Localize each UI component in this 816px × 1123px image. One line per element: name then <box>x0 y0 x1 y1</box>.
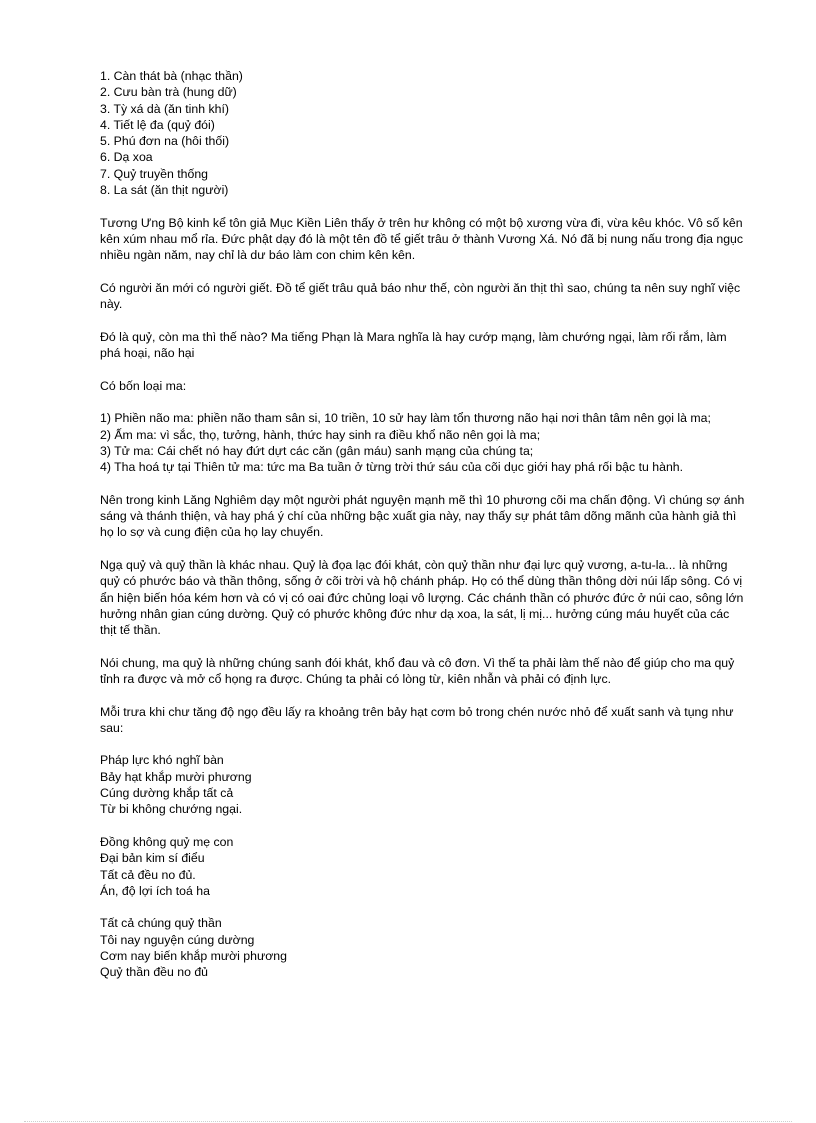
list-item: 1) Phiền não ma: phiền não tham sân si, 10 triền, 10 sử hay làm tổn thương não hại nơi thân tâm nên gọi là ma; <box>100 411 711 426</box>
four-ma-list <box>100 410 748 475</box>
paragraph-moi-trua: Mỗi trưa khi chư tăng độ ngọ đều lấy ra khoảng trên bảy hạt cơm bỏ trong chén nước nhỏ để xuất sanh và tụng như sau: <box>100 704 734 735</box>
paragraph-co-nguoi-an: Có người ăn mới có người giết. Đồ tể giết trâu quả báo như thế, còn người ăn thịt thì sao, chúng ta nên suy nghĩ việc này. <box>100 280 741 312</box>
paragraph-noi-chung: Nói chung, ma quỷ là những chúng sanh đói khát, khổ đau và cô đơn. Vì thế ta phải làm thế nào để giúp cho ma quỷ tỉnh ra được và mở cổ họng ra được. Chúng ta phải có lòng từ, kiên nhẫn và phải có định lực. <box>100 655 735 686</box>
paragraph-lang-nghiem: Nên trong kinh Lăng Nghiêm dạy một người phát nguyện mạnh mẽ thì 10 phương cõi ma chấn động. Vì chúng sợ ánh sáng và thánh thiện, và hay phá ý chí của những bậc xuất gia này, nay thấy sự phát tâm dõng mãnh của hành giả thì họ lo sợ và cung điện của họ lay chuyển. <box>100 492 745 540</box>
verse-line: Cơm nay biến khắp mười phương <box>100 949 287 964</box>
verse-line: Án, độ lợi ích toá ha <box>100 883 210 898</box>
verse-stanza-3 <box>100 915 748 980</box>
list-item: 8. La sát (ăn thịt người) <box>100 183 229 198</box>
verse-stanza-1 <box>100 752 748 817</box>
list-item: 2. Cưu bàn trà (hung dữ) <box>100 85 237 100</box>
list-item: 3) Tử ma: Cái chết nó hay đứt dựt các căn (gân máu) sanh mạng của chúng ta; <box>100 443 534 458</box>
verse-line: Tất cả chúng quỷ thần <box>100 916 222 931</box>
list-item: 1. Càn thát bà (nhạc thần) <box>100 69 243 83</box>
verse-line: Tôi nay nguyện cúng dường <box>100 932 255 947</box>
verse-line: Đại bản kim sí điểu <box>100 851 205 866</box>
paragraph-nga-quy: Ngạ quỷ và quỷ thần là khác nhau. Quỷ là đọa lạc đói khát, còn quỷ thần như đại lực quỷ vương, a-tu-la... là những quỷ có phước báo và thần thông, sống ở cõi trời và hộ chánh pháp. Họ có thể dùng thần thông dời núi lấp sông. Có vị ẩn hiện biến hóa kém hơn và có vị có oai đức chủng loại vô lượng. Các chánh thần có phước đức ở núi cao, sông lớn hưởng nhân gian cúng dường. Quỷ có phước không đức như dạ xoa, la sát, lị mị... hưởng cúng máu huyết của các thịt tế thần. <box>100 557 744 638</box>
verse-line: Tất cả đều no đủ. <box>100 867 196 882</box>
verse-line: Pháp lực khó nghĩ bàn <box>100 753 224 768</box>
list-item: 2) Ấm ma: vì sắc, thọ, tưởng, hành, thức hay sinh ra điều khổ não nên gọi là ma; <box>100 427 541 442</box>
paragraph-tuong-ung: Tương Ưng Bộ kinh kể tôn giả Mục Kiền Liên thấy ở trên hư không có một bộ xương vừa đi, vừa kêu khóc. Vô số kên kên xúm nhau mổ rỉa. Đức phật dạy đó là một tên đồ tể giết trâu ở thành Vương Xá. Nó đã bị nung nấu trong địa ngục nhiều ngàn năm, nay chỉ là dư báo làm con chim kên kên. <box>100 215 744 263</box>
paragraph-do-la-quy: Đó là quỷ, còn ma thì thế nào? Ma tiếng Phạn là Mara nghĩa là hay cướp mạng, làm chướng ngại, làm rối rắm, làm phá hoại, não hại <box>100 329 727 361</box>
list-item: 5. Phú đơn na (hôi thối) <box>100 134 230 149</box>
verse-line: Cúng dường khắp tất cả <box>100 786 234 801</box>
list-item: 3. Tỳ xá dà (ăn tinh khí) <box>100 101 229 116</box>
list-item: 6. Dạ xoa <box>100 150 153 165</box>
document-page <box>100 68 748 997</box>
paragraph-bon-loai-ma: Có bốn loại ma: <box>100 378 187 393</box>
list-item: 4. Tiết lệ đa (quỷ đói) <box>100 117 215 132</box>
verse-line: Bảy hạt khắp mười phương <box>100 769 252 784</box>
page-bottom-divider <box>24 1121 792 1122</box>
verse-line: Quỷ thần đều no đủ <box>100 965 209 980</box>
verse-line: Đồng không quỷ mẹ con <box>100 834 234 849</box>
verse-line: Từ bi không chướng ngại. <box>100 802 243 817</box>
list-item: 7. Quỷ truyền thống <box>100 166 209 181</box>
verse-stanza-2 <box>100 834 748 899</box>
list-item: 4) Tha hoá tự tại Thiên tử ma: tức ma Ba tuần ở từng trời thứ sáu của cõi dục giới hay phá rối bậc tu hành. <box>100 460 684 475</box>
ghost-types-list <box>100 68 748 198</box>
